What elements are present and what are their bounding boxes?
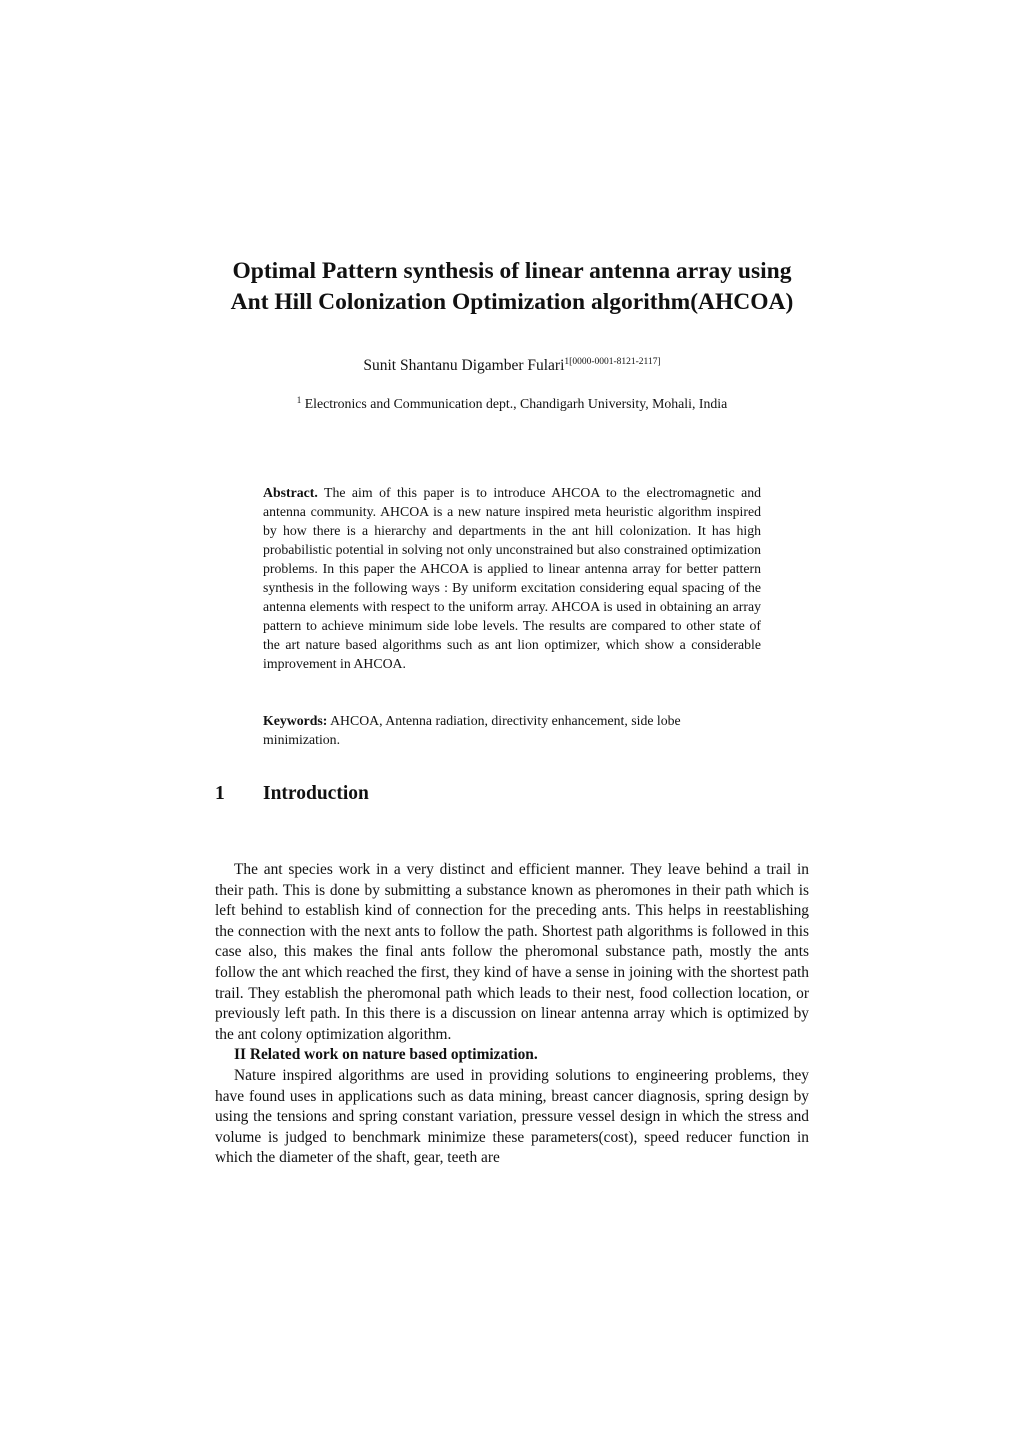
body-text xyxy=(215,860,809,1169)
keywords xyxy=(263,711,761,749)
section-title: Introduction xyxy=(263,783,369,804)
section-heading-introduction xyxy=(215,781,369,807)
author-orcid: 1[0000-0001-8121-2117] xyxy=(564,357,661,367)
author-name: Sunit Shantanu Digamber Fulari xyxy=(363,357,565,374)
subsection-heading: II Related work on nature based optimization. xyxy=(234,1046,538,1064)
keywords-text: AHCOA, Antenna radiation, directivity enhancement, side lobe minimization. xyxy=(263,713,681,747)
abstract xyxy=(263,484,761,674)
abstract-text: The aim of this paper is to introduce AHCOA to the electromagnetic and antenna community. AHCOA is a new nature inspired meta heuristic algorithm inspired by how there is a hierarchy and departments in the ant hill colonization. It has high probabilistic potential in solving not only unconstrained but also constrained optimization problems. In this paper the AHCOA is applied to linear antenna array for better pattern synthesis in the following ways : By uniform excitation considering equal spacing of the antenna elements with respect to the uniform array. AHCOA is used in obtaining an array pattern to achieve minimum side lobe levels. The results are compared to other state of the art nature based algorithms such as ant lion optimizer, which show a considerable improvement in AHCOA. xyxy=(263,485,761,671)
affiliation-marker: 1 xyxy=(296,395,302,405)
section-number: 1 xyxy=(215,783,225,804)
related-work-paragraph: Nature inspired algorithms are used in providing solutions to engineering problems, they have found uses in applications such as data mining, breast cancer diagnosis, spring design by using the tensions and spring constant variation, pressure vessel design in which the stress and volume is judged to benchmark minimize these parameters(cost), speed reducer function in which the diameter of the shaft, gear, teeth are xyxy=(215,1066,809,1167)
intro-paragraph: The ant species work in a very distinct and efficient manner. They leave behind a trail in their path. This is done by submitting a substance known as pheromones in their path which is left behind to establish kind of connection for the preceding ants. This helps in reestablishing the connection with the next ants to follow the path. Shortest path algorithms is followed in this case also, this makes the final ants follow the pheromonal substance path, mostly the ants follow the ant which reached the first, they kind of have a sense in joining with the shortest path trail. They establish the pheromonal path which leads to their nest, food collection location, or previously left path. In this there is a discussion on linear antenna array which is optimized by the ant colony optimization algorithm. xyxy=(215,861,809,1043)
affiliation-text: Electronics and Communication dept., Chandigarh University, Mohali, India xyxy=(304,396,728,411)
affiliation-line xyxy=(170,395,854,413)
title-line-1: Optimal Pattern synthesis of linear antenna array using xyxy=(232,258,792,284)
keywords-label: Keywords: xyxy=(263,713,328,728)
author-line xyxy=(170,356,854,376)
abstract-label: Abstract. xyxy=(263,485,318,500)
paper-title xyxy=(170,256,854,318)
title-line-2: Ant Hill Colonization Optimization algorithm(AHCOA) xyxy=(230,289,794,315)
